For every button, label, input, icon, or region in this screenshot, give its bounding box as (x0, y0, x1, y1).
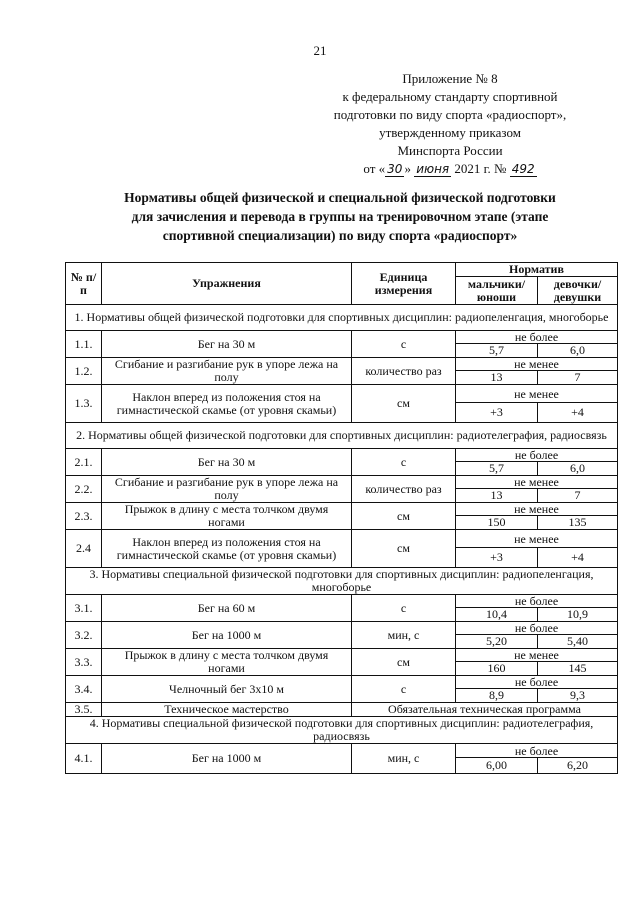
norm-condition: не менее (456, 358, 618, 371)
norm-condition: не менее (456, 530, 618, 548)
girls-value: +4 (538, 403, 618, 423)
exercise-name: Сгибание и разгибание рук в упоре лежа на полу (102, 476, 352, 503)
norm-condition: не более (456, 331, 618, 344)
exercise-name: Бег на 1000 м (102, 622, 352, 649)
exercise-name: Прыжок в длину с места толчком двумя ногами (102, 503, 352, 530)
norm-condition: не более (456, 449, 618, 462)
unit-of-measure: с (352, 449, 456, 476)
norm-condition: не менее (456, 503, 618, 516)
table-row (66, 476, 618, 489)
norm-condition: не менее (456, 385, 618, 403)
girls-value: 145 (538, 662, 618, 676)
exercise-name: Сгибание и разгибание рук в упоре лежа на полу (102, 358, 352, 385)
exercise-name: Прыжок в длину с места толчком двумя ногами (102, 649, 352, 676)
unit-of-measure: см (352, 530, 456, 568)
section-title: 3. Нормативы специальной физической подготовки для спортивных дисциплин: радиопеленгация, многоборье (66, 568, 618, 595)
section-row (66, 423, 618, 449)
section-title: 1. Нормативы общей физической подготовки для спортивных дисциплин: радиопеленгация, многоборье (66, 305, 618, 331)
girls-value: 9,3 (538, 689, 618, 703)
table-row (66, 503, 618, 516)
norms-body (66, 305, 618, 774)
order-number: 492 (511, 162, 535, 176)
boys-value: 5,7 (456, 344, 538, 358)
table-row (66, 385, 618, 403)
row-number: 1.3. (66, 385, 102, 423)
table-row (66, 649, 618, 662)
girls-value: +4 (538, 548, 618, 568)
table-row (66, 358, 618, 371)
norm-condition: не менее (456, 476, 618, 489)
exercise-name: Челночный бег 3х10 м (102, 676, 352, 703)
header-exercise: Упражнения (102, 263, 352, 305)
norm-condition: не менее (456, 649, 618, 662)
date-month: июня (416, 162, 450, 176)
unit-of-measure: количество раз (352, 358, 456, 385)
boys-value: +3 (456, 548, 538, 568)
appendix-block (300, 70, 600, 178)
exercise-name: Бег на 60 м (102, 595, 352, 622)
exercise-name: Наклон вперед из положения стоя на гимнастической скамье (от уровня скамьи) (102, 530, 352, 568)
row-number: 4.1. (66, 744, 102, 774)
boys-value: 160 (456, 662, 538, 676)
girls-value: 5,40 (538, 635, 618, 649)
appendix-line-1: к федеральному стандарту спортивной (342, 89, 558, 104)
row-number: 1.2. (66, 358, 102, 385)
row-number: 3.5. (66, 703, 102, 717)
girls-value: 135 (538, 516, 618, 530)
norm-condition: не более (456, 595, 618, 608)
table-row (66, 744, 618, 758)
boys-value: 5,7 (456, 462, 538, 476)
unit-of-measure: см (352, 649, 456, 676)
unit-of-measure: см (352, 503, 456, 530)
girls-value: 7 (538, 489, 618, 503)
unit-of-measure: см (352, 385, 456, 423)
section-row (66, 717, 618, 744)
boys-value: +3 (456, 403, 538, 423)
row-number: 3.3. (66, 649, 102, 676)
section-title: 4. Нормативы специальной физической подготовки для спортивных дисциплин: радиотелеграфия, радиосвязь (66, 717, 618, 744)
table-row (66, 703, 618, 717)
norm-condition: не более (456, 622, 618, 635)
date-year: 2021 г. № (454, 161, 507, 176)
girls-value: 10,9 (538, 608, 618, 622)
unit-of-measure: с (352, 331, 456, 358)
unit-of-measure: мин, с (352, 622, 456, 649)
norm-condition: не более (456, 744, 618, 758)
header-unit: Единица измерения (352, 263, 456, 305)
girls-value: 6,0 (538, 462, 618, 476)
title-line-3: спортивной специализации) по виду спорта «радиоспорт» (162, 228, 518, 243)
section-row (66, 568, 618, 595)
girls-value: 6,20 (538, 758, 618, 774)
appendix-line-4: Минспорта России (397, 143, 503, 158)
norm-condition: не более (456, 676, 618, 689)
date-mid: » (404, 161, 411, 176)
unit-of-measure: с (352, 595, 456, 622)
exercise-name: Бег на 30 м (102, 449, 352, 476)
boys-value: 13 (456, 371, 538, 385)
section-title: 2. Нормативы общей физической подготовки для спортивных дисциплин: радиотелеграфия, радиосвязь (66, 423, 618, 449)
boys-value: 8,9 (456, 689, 538, 703)
exercise-name: Техническое мастерство (102, 703, 352, 717)
row-number: 1.1. (66, 331, 102, 358)
exercise-name: Бег на 1000 м (102, 744, 352, 774)
unit-of-measure: количество раз (352, 476, 456, 503)
table-row (66, 331, 618, 344)
title-line-1: Нормативы общей физической и специальной физической подготовки (124, 190, 556, 205)
row-number: 2.3. (66, 503, 102, 530)
unit-of-measure: с (352, 676, 456, 703)
boys-value: 6,00 (456, 758, 538, 774)
header-norm: Норматив (456, 263, 618, 277)
page-number: 21 (313, 43, 327, 58)
row-number: 2.4 (66, 530, 102, 568)
boys-value: 150 (456, 516, 538, 530)
table-row (66, 595, 618, 608)
row-number: 2.2. (66, 476, 102, 503)
appendix-date-line (300, 160, 600, 178)
row-number: 2.1. (66, 449, 102, 476)
girls-value: 6,0 (538, 344, 618, 358)
unit-of-measure: мин, с (352, 744, 456, 774)
row-number: 3.4. (66, 676, 102, 703)
norms-table (65, 262, 618, 774)
exercise-name: Наклон вперед из положения стоя на гимнастической скамье (от уровня скамьи) (102, 385, 352, 423)
appendix-title: Приложение № 8 (402, 71, 498, 86)
row-number: 3.2. (66, 622, 102, 649)
row-number: 3.1. (66, 595, 102, 622)
header-boys: мальчики/ юноши (456, 277, 538, 305)
boys-value: 13 (456, 489, 538, 503)
appendix-line-2: подготовки по виду спорта «радиоспорт», (333, 107, 567, 122)
exercise-name: Бег на 30 м (102, 331, 352, 358)
date-prefix: от « (363, 161, 386, 176)
boys-value: 5,20 (456, 635, 538, 649)
girls-value: 7 (538, 371, 618, 385)
appendix-line-3: утвержденному приказом (379, 125, 521, 140)
section-row (66, 305, 618, 331)
boys-value: 10,4 (456, 608, 538, 622)
table-row (66, 622, 618, 635)
title-line-2: для зачисления и перевода в группы на тренировочном этапе (этапе (131, 209, 549, 224)
document-title (80, 188, 600, 245)
header-girls: девочки/ девушки (538, 277, 618, 305)
table-row (66, 449, 618, 462)
table-row (66, 530, 618, 548)
date-day: 30 (387, 162, 403, 176)
norm-requirement: Обязательная техническая программа (352, 703, 618, 717)
table-row (66, 676, 618, 689)
header-number: № п/п (66, 263, 102, 305)
